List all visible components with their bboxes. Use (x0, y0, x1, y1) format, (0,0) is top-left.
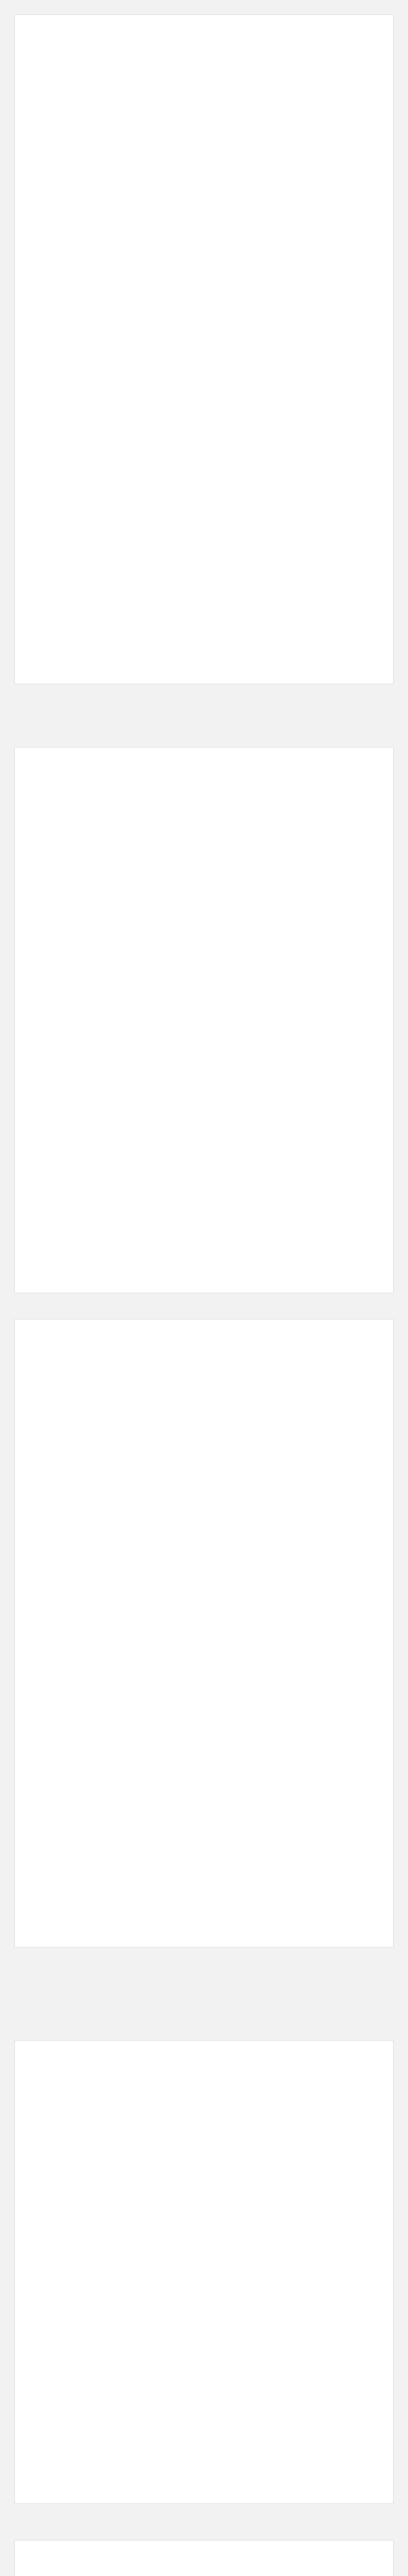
document-section (14, 1319, 394, 1947)
document-section (14, 747, 394, 1293)
document-section (14, 2040, 394, 2504)
document-section (14, 2540, 394, 2576)
document-section (14, 14, 394, 684)
